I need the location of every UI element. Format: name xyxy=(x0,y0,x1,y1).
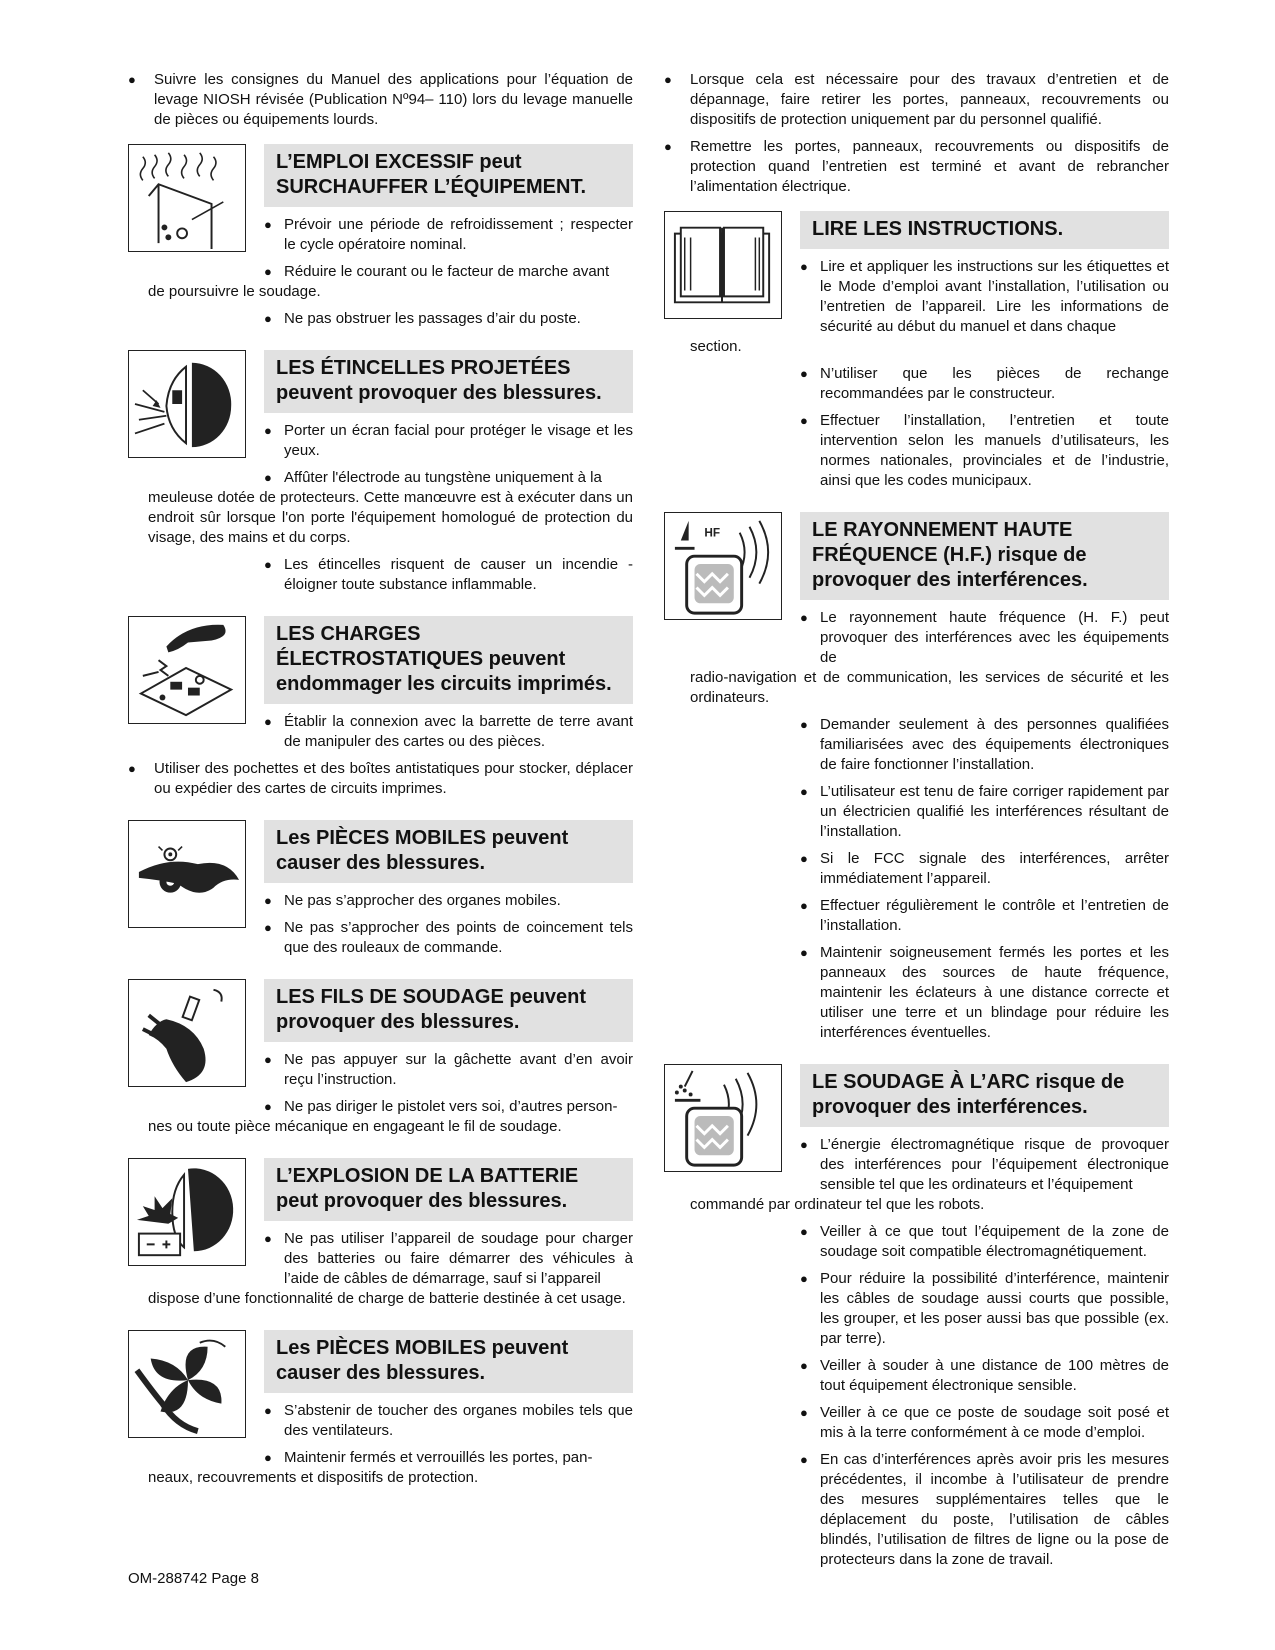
battery-bullet-1-cont: dispose d’une fonctionnalité de charge de batterie destinée à cet usage. xyxy=(148,1290,626,1307)
right-intro-bullet-1: ● Lorsque cela est nécessaire pour des travaux d’entretien et de dépannage, faire retirer les portes, panneaux, recouvrements ou dispositifs de protection uniquement par du personnel qualifié. xyxy=(664,70,1169,130)
hf-radiation-bullet-3: ● L’utilisateur est tenu de faire corriger rapidement par un électricien qualifié les interférences résultant de l’installation. xyxy=(800,782,1169,842)
hf-interference-icon xyxy=(664,512,782,620)
section-battery xyxy=(128,1158,633,1316)
right-column xyxy=(664,70,1169,1587)
moving-parts-bullet-1: ● Ne pas s’approcher des organes mobiles. xyxy=(264,891,633,911)
arc-interference-heading: LE SOUDAGE À L’ARC risque de provoquer des interférences. xyxy=(800,1064,1169,1127)
section-hf-radiation xyxy=(664,512,1169,1050)
arc-interference-bullet-6: ● En cas d’interférences après avoir pris les mesures précédentes, il incombe à l’utilisateur de prendre des mesures supplémentaires telles que le déplacement du poste, l’utilisation de câbles blindés, l’utilisation de filtres de ligne ou la pose de protecteurs dans la zone de travail. xyxy=(800,1450,1169,1570)
static-bullet-1: ● Établir la connexion avec la barrette de terre avant de manipuler des cartes ou des pièces. xyxy=(264,712,633,752)
overheat-bullet-2: ● Réduire le courant ou le facteur de marche avant xyxy=(264,262,633,282)
open-book-icon xyxy=(664,211,782,319)
arc-interference-icon xyxy=(664,1064,782,1172)
arc-interference-bullet-3: ● Pour réduire la possibilité d’interférence, maintenir les câbles de soudage aussi courts que possible, les grouper, et les poser aussi bas que possible (ex. par terre). xyxy=(800,1269,1169,1349)
sparks-bullet-1: ● Porter un écran facial pour protéger le visage et les yeux. xyxy=(264,421,633,461)
moving-parts-2-heading: Les PIÈCES MOBILES peuvent causer des blessures. xyxy=(264,1330,633,1393)
section-overheat xyxy=(128,144,633,336)
moving-parts-2-bullet-2-cont: neaux, recouvrements et dispositifs de protection. xyxy=(148,1469,479,1486)
fan-hand-icon xyxy=(128,1330,246,1438)
read-instructions-heading: LIRE LES INSTRUCTIONS. xyxy=(800,211,1169,249)
moving-parts-heading: Les PIÈCES MOBILES peuvent causer des blessures. xyxy=(264,820,633,883)
welding-wire-bullet-2: ● Ne pas diriger le pistolet vers soi, d’autres person- xyxy=(264,1097,633,1117)
static-circuit-icon xyxy=(128,616,246,724)
arc-interference-bullet-2: ● Veiller à ce que tout l’équipement de la zone de soudage soit compatible électromagnétiquement. xyxy=(800,1222,1169,1262)
overheat-bullet-2-cont: de poursuivre le soudage. xyxy=(148,283,321,300)
arc-interference-bullet-1-cont: commandé par ordinateur tel que les robots. xyxy=(690,1196,985,1213)
hf-radiation-heading: LE RAYONNEMENT HAUTE FRÉQUENCE (H.F.) risque de provoquer des interférences. xyxy=(800,512,1169,600)
sparks-heading: LES ÉTINCELLES PROJETÉES peuvent provoquer des blessures. xyxy=(264,350,633,413)
arc-interference-bullet-1: ● L’énergie électromagnétique risque de provoquer des interférences pour l’équipement électronique sensible tel que les ordinateurs et l’équipement xyxy=(800,1135,1169,1195)
static-heading: LES CHARGES ÉLECTROSTATIQUES peuvent endommager les circuits imprimés. xyxy=(264,616,633,704)
overheat-icon xyxy=(128,144,246,252)
section-arc-interference xyxy=(664,1064,1169,1577)
read-instructions-bullet-1-cont: section. xyxy=(690,338,742,355)
section-moving-parts-2 xyxy=(128,1330,633,1495)
hf-radiation-bullet-4: ● Si le FCC signale des interférences, arrêter immédiatement l’appareil. xyxy=(800,849,1169,889)
moving-parts-bullet-2: ● Ne pas s’approcher des points de coincement tels que des rouleaux de commande. xyxy=(264,918,633,958)
moving-parts-2-bullet-1: ● S’abstenir de toucher des organes mobiles tels que des ventilateurs. xyxy=(264,1401,633,1441)
face-shield-icon xyxy=(128,350,246,458)
moving-gears-hand-icon xyxy=(128,820,246,928)
sparks-bullet-2: ● Affûter l'électrode au tungstène uniquement à la xyxy=(264,468,633,488)
section-welding-wire xyxy=(128,979,633,1144)
section-static xyxy=(128,616,633,806)
right-intro-bullet-2: ● Remettre les portes, panneaux, recouvrements ou dispositifs de protection quand l’entretien est terminé et avant de rebrancher l’alimentation électrique. xyxy=(664,137,1169,197)
read-instructions-bullet-3: ● Effectuer l’installation, l’entretien et toute intervention selon les manuels d’utilisateurs, les normes nationales, provinciales et de l’industrie, ainsi que les codes municipaux. xyxy=(800,411,1169,491)
page-footer: OM-288742 Page 8 xyxy=(128,1570,259,1587)
arc-interference-bullet-4: ● Veiller à souder à une distance de 100 mètres de tout équipement électronique sensible. xyxy=(800,1356,1169,1396)
sparks-bullet-3: ● Les étincelles risquent de causer un incendie - éloigner toute substance inflammable. xyxy=(264,555,633,595)
hf-radiation-bullet-1: ● Le rayonnement haute fréquence (H. F.) peut provoquer des interférences avec les équipements de xyxy=(800,608,1169,668)
welding-wire-bullet-1: ● Ne pas appuyer sur la gâchette avant d’en avoir reçu l’instruction. xyxy=(264,1050,633,1090)
hf-radiation-bullet-5: ● Effectuer régulièrement le contrôle et l’entretien de l’installation. xyxy=(800,896,1169,936)
read-instructions-bullet-2: ● N’utiliser que les pièces de rechange recommandées par le constructeur. xyxy=(800,364,1169,404)
overheat-bullet-3: ● Ne pas obstruer les passages d’air du poste. xyxy=(264,309,633,329)
intro-bullet: ● Suivre les consignes du Manuel des applications pour l’équation de levage NIOSH révisée (Publication Nº94– 110) lors du levage manuelle de pièces ou équipements lourds. xyxy=(128,70,633,130)
battery-heading: L’EXPLOSION DE LA BATTERIE peut provoquer des blessures. xyxy=(264,1158,633,1221)
static-bullet-2: ● Utiliser des pochettes et des boîtes antistatiques pour stocker, déplacer ou expédier des cartes de circuits imprimes. xyxy=(128,759,633,799)
hf-radiation-bullet-1-cont: radio-navigation et de communication, les services de sécurité et les ordinateurs. xyxy=(690,669,1169,706)
hf-radiation-bullet-2: ● Demander seulement à des personnes qualifiées familiarisées avec des équipements électroniques de faire fonctionner l’installation. xyxy=(800,715,1169,775)
read-instructions-bullet-1: ● Lire et appliquer les instructions sur les étiquettes et le Mode d’emploi avant l’installation, l’utilisation ou l’entretien de l’appareil. Lire les informations de sécurité au début du manuel et dans chaque xyxy=(800,257,1169,337)
welding-wire-bullet-2-cont: nes ou toute pièce mécanique en engageant le fil de soudage. xyxy=(148,1118,562,1135)
hf-label: HF xyxy=(704,526,721,540)
arc-interference-bullet-5: ● Veiller à ce que ce poste de soudage soit posé et mis à la terre conformément à ce mode d’emploi. xyxy=(800,1403,1169,1443)
moving-parts-2-bullet-2: ● Maintenir fermés et verrouillés les portes, pan- xyxy=(264,1448,633,1468)
hf-radiation-bullet-6: ● Maintenir soigneusement fermés les portes et les panneaux des sources de haute fréquence, maintenir les éclateurs à une distance correcte et utiliser une terre et un blindage pour réduire les interférences éventuelles. xyxy=(800,943,1169,1043)
section-moving-parts xyxy=(128,820,633,965)
overheat-heading: L’EMPLOI EXCESSIF peut SURCHAUFFER L’ÉQUIPEMENT. xyxy=(264,144,633,207)
battery-explosion-icon xyxy=(128,1158,246,1266)
left-column xyxy=(128,70,633,1505)
overheat-bullet-1: ● Prévoir une période de refroidissement ; respecter le cycle opératoire nominal. xyxy=(264,215,633,255)
welding-wire-hand-icon xyxy=(128,979,246,1087)
battery-bullet-1: ● Ne pas utiliser l’appareil de soudage pour charger des batteries ou faire démarrer des véhicules à l’aide de câbles de démarrage, sauf si l’appareil xyxy=(264,1229,633,1289)
section-read-instructions xyxy=(664,211,1169,498)
section-sparks xyxy=(128,350,633,602)
welding-wire-heading: LES FILS DE SOUDAGE peuvent provoquer des blessures. xyxy=(264,979,633,1042)
sparks-bullet-2-cont: meuleuse dotée de protecteurs. Cette manœuvre est à exécuter dans un endroit sûr lorsque l'on porte l'équipement homologué de protection du visage, des mains et du corps. xyxy=(148,489,633,546)
